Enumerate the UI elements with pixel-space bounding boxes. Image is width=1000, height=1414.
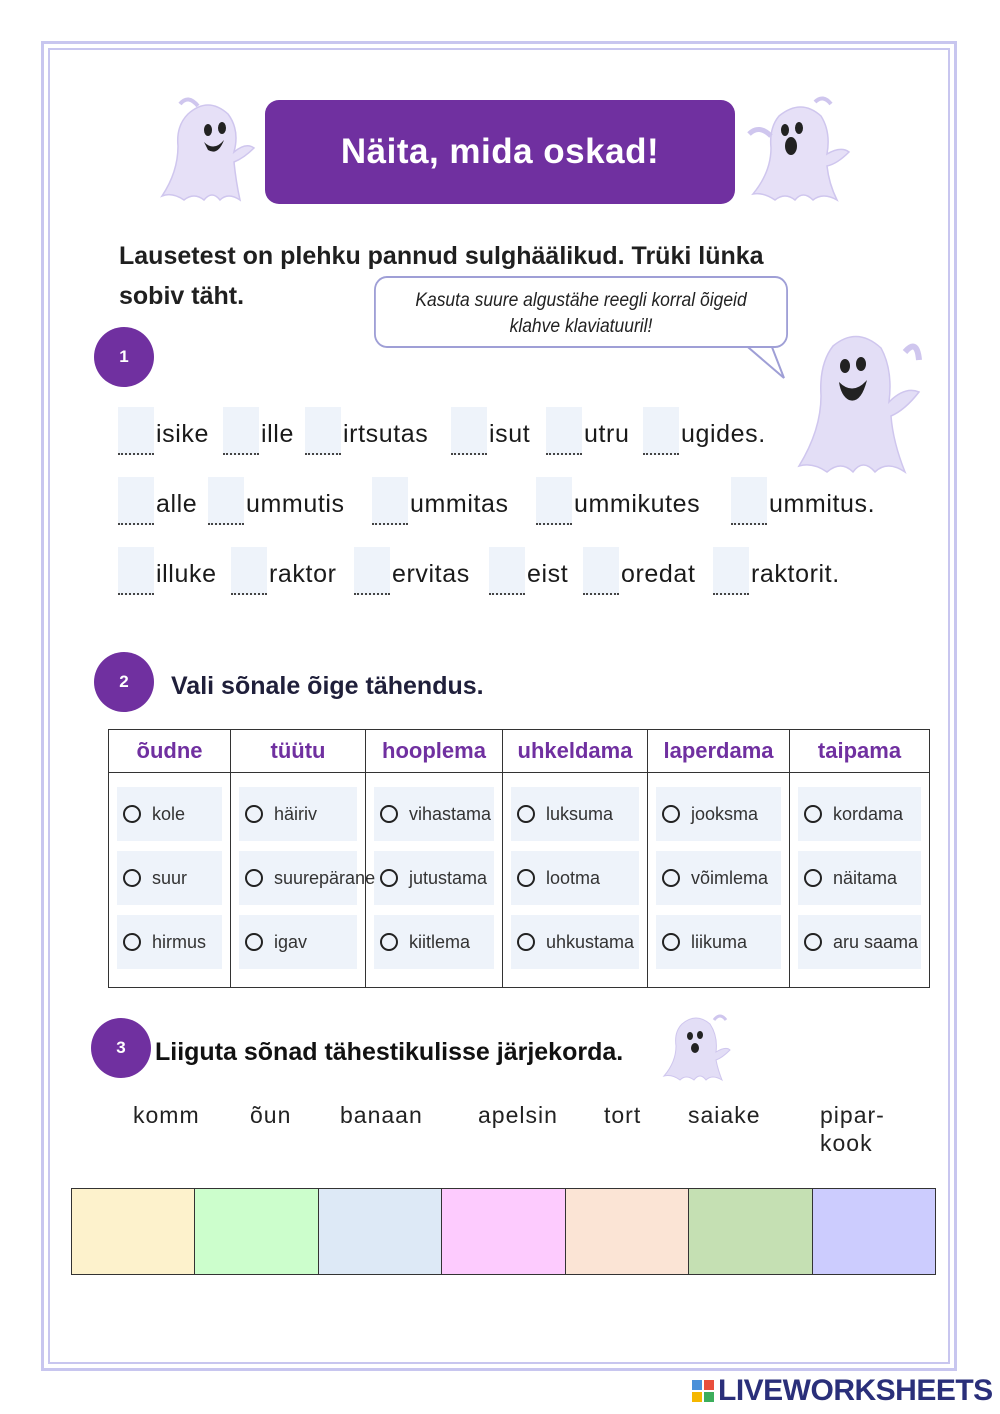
options-cell — [109, 773, 231, 988]
letter-blank[interactable] — [713, 547, 749, 595]
ghost-icon — [745, 94, 853, 204]
letter-blank[interactable] — [208, 477, 244, 525]
word-fragment: ugides. — [681, 420, 766, 448]
draggable-word[interactable]: banaan — [340, 1102, 423, 1128]
draggable-word[interactable] — [820, 1101, 885, 1157]
letter-blank[interactable] — [536, 477, 572, 525]
table-header: õudne — [109, 730, 231, 773]
section-number: 1 — [94, 327, 154, 387]
radio-icon[interactable] — [245, 933, 263, 951]
radio-icon[interactable] — [804, 933, 822, 951]
radio-icon[interactable] — [517, 869, 535, 887]
letter-blank[interactable] — [118, 477, 154, 525]
table-header: laperdama — [648, 730, 790, 773]
ghost-icon — [660, 1010, 732, 1082]
page-title: Näita, mida oskad! — [265, 100, 735, 204]
radio-option[interactable] — [511, 915, 639, 969]
option-label: kole — [152, 803, 186, 824]
drop-zone[interactable] — [566, 1189, 689, 1274]
option-label: luksuma — [546, 803, 614, 824]
radio-option[interactable] — [239, 915, 357, 969]
option-label: jutustama — [409, 867, 488, 888]
liveworksheets-logo — [692, 1374, 993, 1408]
meaning-table — [108, 729, 930, 988]
radio-icon[interactable] — [662, 933, 680, 951]
radio-option[interactable] — [798, 851, 921, 905]
option-label: suur — [152, 867, 188, 888]
ghost-icon — [795, 326, 925, 476]
radio-option[interactable] — [117, 915, 222, 969]
draggable-word[interactable]: tort — [604, 1102, 642, 1128]
radio-option[interactable] — [511, 787, 639, 841]
radio-icon[interactable] — [517, 805, 535, 823]
option-label: kordama — [833, 803, 904, 824]
letter-blank[interactable] — [354, 547, 390, 595]
letter-blank[interactable] — [451, 407, 487, 455]
logo-mark-icon — [692, 1380, 714, 1402]
letter-blank[interactable] — [731, 477, 767, 525]
section-title: Vali sõnale õige tähendus. — [171, 672, 484, 700]
table-header: hooplema — [366, 730, 503, 773]
letter-blank[interactable] — [546, 407, 582, 455]
word-fragment: isike — [156, 420, 210, 448]
radio-icon[interactable] — [804, 869, 822, 887]
word-fragment: ille — [261, 420, 294, 448]
radio-icon[interactable] — [123, 805, 141, 823]
option-label: jooksma — [691, 803, 759, 824]
radio-option[interactable] — [117, 851, 222, 905]
option-label: häiriv — [274, 803, 318, 824]
radio-option[interactable] — [656, 787, 781, 841]
radio-option[interactable] — [374, 787, 494, 841]
radio-option[interactable] — [239, 787, 357, 841]
word-fragment: oredat — [621, 560, 696, 588]
word-fragment: utru — [584, 420, 630, 448]
letter-blank[interactable] — [223, 407, 259, 455]
options-cell — [503, 773, 648, 988]
word-fragment: ummitus. — [769, 490, 876, 518]
options-cell — [648, 773, 790, 988]
speech-bubble — [374, 276, 788, 348]
logo-text: LIVEWORKSHEETS — [718, 1374, 993, 1407]
radio-option[interactable] — [374, 915, 494, 969]
radio-icon[interactable] — [517, 933, 535, 951]
word-part: kook — [820, 1130, 873, 1156]
drop-zone-row — [71, 1188, 936, 1275]
word-fragment: raktor — [269, 560, 337, 588]
option-label: võimlema — [691, 867, 769, 888]
radio-option[interactable] — [374, 851, 494, 905]
radio-icon[interactable] — [380, 869, 398, 887]
word-part: pipar- — [820, 1102, 885, 1128]
draggable-word[interactable]: komm — [133, 1102, 200, 1128]
word-fragment: alle — [156, 490, 198, 518]
options-cell — [366, 773, 503, 988]
letter-blank[interactable] — [372, 477, 408, 525]
radio-icon[interactable] — [245, 805, 263, 823]
radio-icon[interactable] — [662, 805, 680, 823]
table-header: taipama — [790, 730, 930, 773]
word-fragment: ervitas — [392, 560, 470, 588]
instruction-line: Lausetest on plehku pannud sulghäälikud. Trüki lünka — [119, 242, 764, 270]
table-header: uhkeldama — [503, 730, 648, 773]
word-fragment: ummikutes — [574, 490, 701, 518]
radio-icon[interactable] — [662, 869, 680, 887]
drop-zone[interactable] — [442, 1189, 565, 1274]
radio-icon[interactable] — [380, 933, 398, 951]
word-fragment: isut — [489, 420, 531, 448]
word-fragment: ummutis — [246, 490, 345, 518]
option-label: liikuma — [691, 931, 748, 952]
drop-zone[interactable] — [319, 1189, 442, 1274]
radio-icon[interactable] — [380, 805, 398, 823]
radio-option[interactable] — [656, 851, 781, 905]
instruction-line: sobiv täht. — [119, 282, 245, 310]
letter-blank[interactable] — [118, 547, 154, 595]
option-label: igav — [274, 931, 308, 952]
radio-option[interactable] — [656, 915, 781, 969]
radio-option[interactable] — [117, 787, 222, 841]
ghost-icon — [158, 96, 258, 204]
draggable-word[interactable]: apelsin — [478, 1102, 558, 1128]
option-label: näitama — [833, 867, 898, 888]
drop-zone[interactable] — [72, 1189, 195, 1274]
draggable-word[interactable]: õun — [250, 1102, 292, 1128]
radio-option[interactable] — [798, 915, 921, 969]
bubble-line: klahve klaviatuuril! — [509, 316, 653, 337]
word-fragment: illuke — [156, 560, 217, 588]
letter-blank[interactable] — [643, 407, 679, 455]
option-label: vihastama — [409, 803, 492, 824]
options-cell — [790, 773, 930, 988]
word-fragment: ummitas — [410, 490, 509, 518]
option-label: hirmus — [152, 931, 207, 952]
letter-blank[interactable] — [583, 547, 619, 595]
drop-zone[interactable] — [689, 1189, 812, 1274]
radio-option[interactable] — [798, 787, 921, 841]
letter-blank[interactable] — [231, 547, 267, 595]
letter-blank[interactable] — [118, 407, 154, 455]
section-number: 2 — [94, 652, 154, 712]
section-number: 3 — [91, 1018, 151, 1078]
radio-icon[interactable] — [245, 869, 263, 887]
word-fragment: raktorit. — [751, 560, 840, 588]
letter-blank[interactable] — [305, 407, 341, 455]
draggable-word[interactable]: saiake — [688, 1102, 761, 1128]
option-label: uhkustama — [546, 931, 635, 952]
radio-option[interactable] — [511, 851, 639, 905]
drop-zone[interactable] — [813, 1189, 935, 1274]
radio-icon[interactable] — [123, 933, 141, 951]
bubble-line: Kasuta suure algustähe reegli korral õigeid — [415, 290, 747, 311]
drop-zone[interactable] — [195, 1189, 318, 1274]
radio-icon[interactable] — [804, 805, 822, 823]
letter-blank[interactable] — [489, 547, 525, 595]
radio-icon[interactable] — [123, 869, 141, 887]
option-label: aru saama — [833, 931, 919, 952]
word-fragment: irtsutas — [343, 420, 429, 448]
table-header: tüütu — [231, 730, 366, 773]
word-fragment: eist — [527, 560, 569, 588]
option-label: suurepärane — [274, 867, 376, 888]
options-cell — [231, 773, 376, 988]
option-label: lootma — [546, 867, 601, 888]
option-label: kiitlema — [409, 931, 471, 952]
radio-option[interactable] — [239, 851, 376, 905]
section-title: Liiguta sõnad tähestikulisse järjekorda. — [155, 1038, 624, 1066]
